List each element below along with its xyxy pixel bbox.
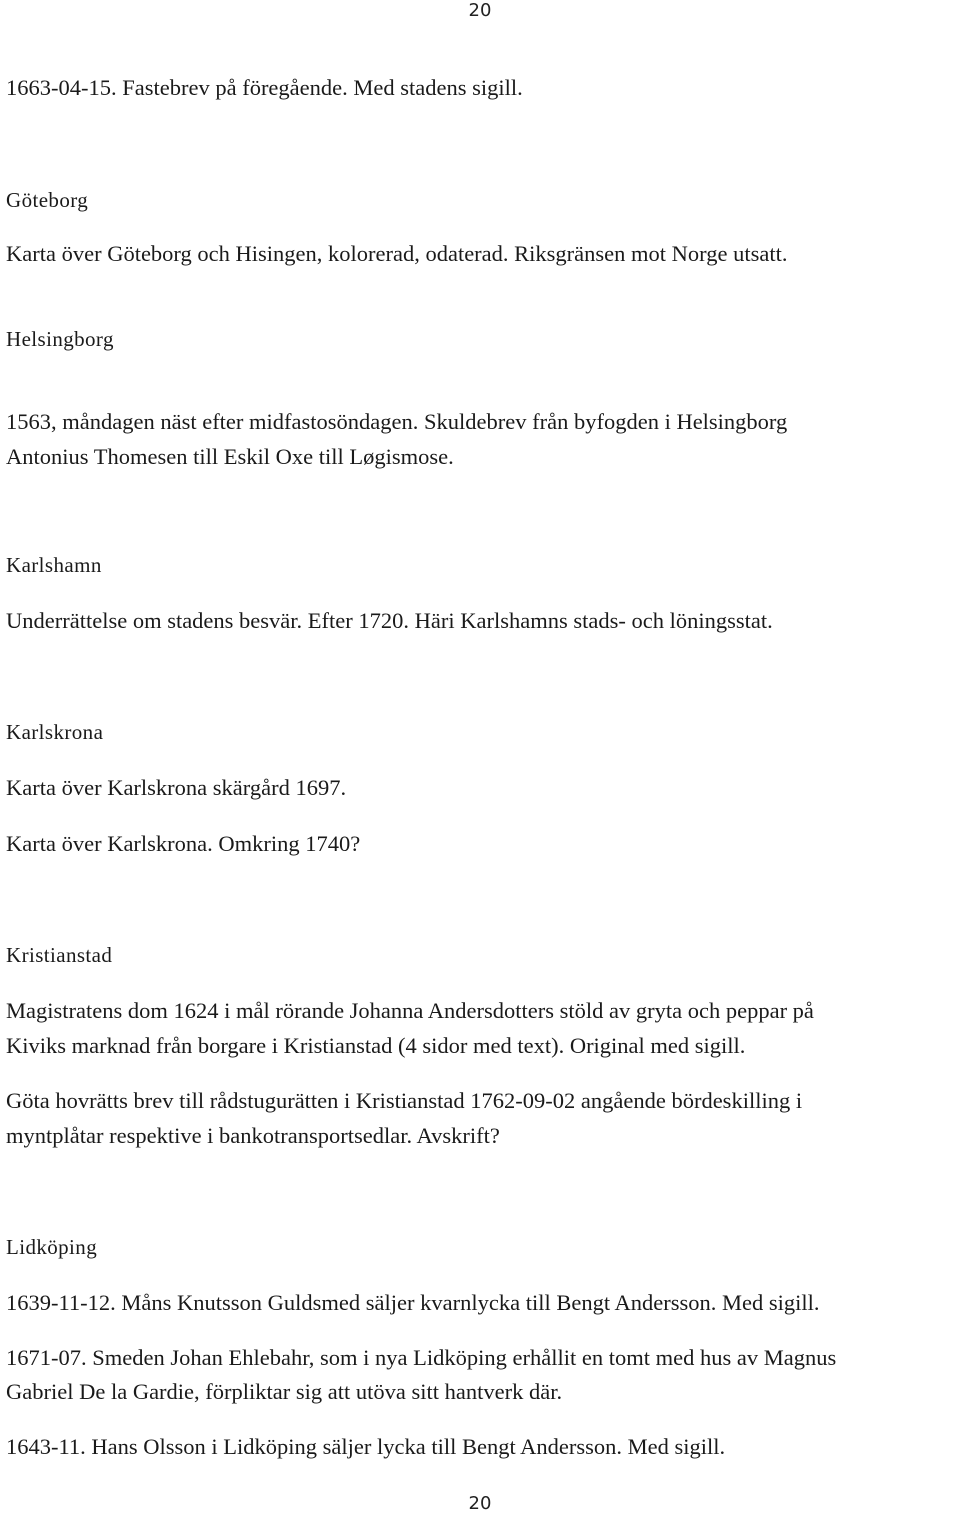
entry-text: Underrättelse om stadens besvär. Efter 1720. Häri Karlshamns stads- och löningsstat. (6, 608, 773, 633)
entry-text: Karta över Karlskrona. Omkring 1740? (6, 831, 361, 856)
entry-text: 1663-04-15. Fastebrev på föregående. Med stadens sigill. (6, 75, 523, 100)
entry-text: myntplåtar respektive i bankotransportsedlar. Avskrift? (6, 1123, 500, 1148)
entry-text: Magistratens dom 1624 i mål rörande Johanna Andersdotters stöld av gryta och peppar på (6, 998, 814, 1023)
section-heading-lidkoping: Lidköping (6, 1235, 98, 1259)
entry-text: Göta hovrätts brev till rådstugurätten i Kristianstad 1762-09-02 angående bördeskilling i (6, 1088, 803, 1113)
section-heading-goteborg: Göteborg (6, 188, 89, 212)
entry-text: 1563, måndagen näst efter midfastosöndagen. Skuldebrev från byfogden i Helsingborg (6, 409, 788, 434)
entry-text: Karta över Göteborg och Hisingen, kolorerad, odaterad. Riksgränsen mot Norge utsatt. (6, 241, 788, 266)
entry-text: 1639-11-12. Måns Knutsson Guldsmed säljer kvarnlycka till Bengt Andersson. Med sigill. (6, 1290, 820, 1315)
entry-text: 1643-11. Hans Olsson i Lidköping säljer lycka till Bengt Andersson. Med sigill. (6, 1434, 726, 1459)
section-heading-kristianstad: Kristianstad (6, 943, 113, 967)
page-number-top: 20 (468, 0, 492, 21)
section-heading-karlskrona: Karlskrona (6, 720, 104, 744)
entry-text: Karta över Karlskrona skärgård 1697. (6, 775, 347, 800)
entry-text: Antonius Thomesen till Eskil Oxe till Løgismose. (6, 444, 454, 469)
entry-text: Kiviks marknad från borgare i Kristianstad (4 sidor med text). Original med sigill. (6, 1033, 746, 1058)
page-number-bottom: 20 (468, 1493, 492, 1514)
section-heading-karlshamn: Karlshamn (6, 553, 102, 577)
entry-text: 1671-07. Smeden Johan Ehlebahr, som i nya Lidköping erhållit en tomt med hus av Magnus (6, 1345, 837, 1370)
entry-text: Gabriel De la Gardie, förpliktar sig att utöva sitt hantverk där. (6, 1379, 563, 1404)
section-heading-helsingborg: Helsingborg (6, 327, 114, 351)
